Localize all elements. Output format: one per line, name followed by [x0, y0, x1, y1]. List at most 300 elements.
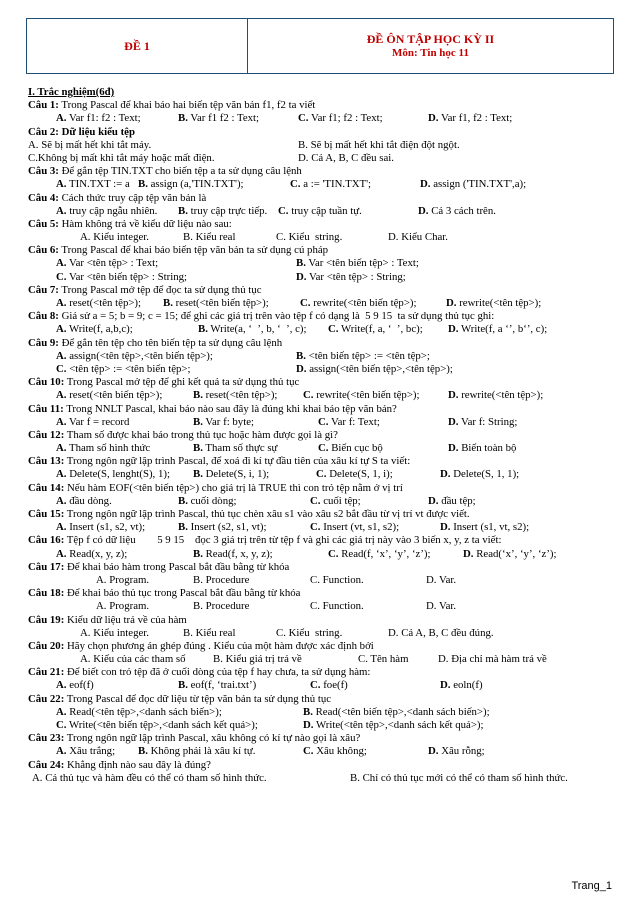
option-letter: B.: [193, 389, 203, 402]
answer-option: [193, 442, 277, 455]
answer-option: [28, 152, 215, 165]
answer-options-row: [28, 495, 624, 508]
answer-option: [163, 297, 269, 310]
option-text: Read(<tên tệp>,<danh sách biến>);: [66, 705, 222, 718]
option-text: Var.: [436, 600, 457, 613]
answer-options-row: [28, 521, 624, 534]
option-letter: B.: [178, 521, 188, 534]
option-text: Read(‘x’, ‘y’, ‘z’);: [473, 547, 557, 560]
option-letter: A.: [56, 745, 67, 758]
option-text: TIN.TXT := a: [66, 178, 130, 191]
answer-option: [56, 389, 162, 402]
option-letter: C.: [276, 626, 286, 639]
question-number: Câu 11:: [28, 402, 64, 415]
option-text: Cả 3 cách trên.: [428, 204, 496, 217]
option-letter: A.: [56, 297, 67, 309]
option-letter: A.: [56, 415, 67, 428]
question-text: Để gắn tên tệp cho tên biến tệp ta sử dụng câu lệnh: [58, 336, 283, 349]
answer-option: [448, 442, 516, 455]
answer-options-row: [28, 323, 624, 336]
option-letter: C.: [328, 323, 339, 336]
option-text: Var f: byte;: [202, 415, 254, 428]
option-letter: D.: [446, 297, 457, 309]
answer-options-row: [28, 178, 624, 191]
answer-options-row: [28, 706, 624, 719]
option-letter: B.: [198, 323, 208, 336]
option-text: Read(f, ‘x’, ‘y’, ‘z’);: [338, 547, 431, 560]
answer-option: [358, 653, 408, 666]
answer-options-row: [28, 574, 624, 587]
answer-option: [428, 745, 485, 758]
option-letter: A.: [56, 323, 67, 336]
answer-option: [193, 468, 269, 481]
option-letter: D.: [428, 112, 439, 125]
answer-option: [310, 574, 364, 587]
question-number: Câu 8:: [28, 310, 59, 323]
question-number: Câu 24:: [28, 758, 65, 771]
option-text: assign ('TIN.TXT',a);: [430, 178, 527, 191]
option-letter: D.: [418, 204, 429, 217]
answer-option: [328, 548, 431, 561]
answer-options-row: [28, 205, 624, 218]
question-number: Câu 17:: [28, 560, 65, 573]
option-text: Kiểu string.: [285, 626, 343, 639]
answer-option: [138, 745, 255, 758]
answer-option: [28, 139, 151, 152]
option-letter: B.: [350, 771, 360, 784]
question-stem: [28, 666, 624, 679]
exam-code: ĐỀ 1: [124, 38, 150, 53]
question-text: Dữ liệu kiểu tệp: [58, 125, 135, 138]
option-letter: B.: [303, 705, 313, 718]
option-text: Program.: [106, 600, 150, 613]
question-text: Trong ngôn ngữ lập trình Pascal, thủ tục chèn xâu s1 vào xâu s2 bắt đầu từ vị trí vt được viết.: [64, 508, 470, 520]
option-text: đầu dòng.: [66, 494, 112, 507]
answer-options-row: [28, 442, 624, 455]
option-text: assign (a,'TIN.TXT');: [147, 178, 244, 191]
option-text: Var f1, f2 : Text;: [438, 112, 513, 125]
answer-option: [56, 178, 130, 191]
option-letter: D.: [298, 151, 309, 164]
option-text: Var f = record: [66, 415, 130, 428]
answer-options-row: [28, 112, 624, 125]
option-text: eoln(f): [450, 679, 483, 692]
question-stem: [28, 561, 624, 574]
answer-option: [193, 600, 249, 613]
option-letter: A.: [56, 547, 67, 560]
option-letter: D.: [426, 600, 437, 613]
answer-option: [183, 231, 235, 244]
option-text: Write(a, ‘ ’, b, ‘ ’, c);: [207, 323, 307, 336]
option-letter: B.: [183, 626, 193, 639]
exam-subject: Môn: Tin học 11: [392, 47, 469, 59]
option-text: foe(f): [320, 679, 348, 692]
option-letter: C.: [56, 719, 67, 731]
question-number: Câu 2:: [28, 125, 59, 138]
option-text: cuối dòng;: [187, 494, 237, 507]
option-letter: C.: [303, 745, 314, 758]
answer-option: [448, 389, 543, 402]
answer-option: [328, 323, 423, 336]
answer-option: [178, 521, 266, 534]
answer-option: [80, 653, 186, 666]
question-stem: [28, 192, 624, 205]
answer-option: [96, 600, 149, 613]
answer-option: [178, 679, 256, 692]
option-letter: C.: [56, 362, 67, 375]
answer-option: [440, 521, 529, 534]
option-letter: B.: [298, 138, 308, 151]
answer-option: [290, 178, 371, 191]
answer-options-row: [28, 679, 624, 692]
option-letter: C.: [278, 204, 289, 217]
option-text: Insert (vt, s1, s2);: [320, 521, 400, 534]
option-letter: B.: [213, 653, 223, 666]
option-text: Sẽ bị mất hết khi tắt điện đột ngột.: [307, 138, 460, 151]
answer-options-row: [28, 139, 624, 152]
answer-options-row: [28, 719, 624, 732]
question-text: Trong Pascal mở tệp để ghi kết quả ta sử dụng thủ tục: [64, 376, 300, 389]
question-text: Cách thức truy cập tệp văn bản là: [58, 191, 207, 204]
answer-options-row: [28, 772, 624, 785]
question-text: Trong ngôn ngữ lập trình Pascal, để xoá đi kí tự đầu tiên của xâu kí tự S ta viết:: [64, 455, 411, 468]
question-stem: [28, 376, 624, 389]
option-text: rewrite(<tên biến tệp>);: [310, 297, 417, 309]
answer-option: [296, 350, 430, 363]
option-text: Write(f, a,b,c);: [66, 323, 133, 336]
option-letter: B.: [193, 547, 203, 560]
option-text: Tên hàm: [367, 653, 409, 666]
option-letter: A.: [80, 231, 91, 244]
question-number: Câu 5:: [28, 217, 59, 230]
option-letter: A.: [56, 178, 67, 191]
option-letter: D.: [420, 178, 431, 191]
answer-option: [296, 271, 406, 284]
answer-option: [440, 468, 519, 481]
question-number: Câu 9:: [28, 336, 59, 349]
answer-option: [303, 719, 484, 732]
answer-option: [316, 468, 393, 481]
option-text: truy cập tuần tự.: [288, 204, 362, 217]
option-letter: B.: [138, 178, 148, 191]
option-text: Tham số hình thức: [66, 442, 151, 455]
answer-option: [193, 389, 277, 402]
question-number: Câu 23:: [28, 732, 65, 745]
option-text: rewrite(<tên biến tệp>);: [313, 389, 420, 402]
answer-option: [56, 350, 213, 363]
option-text: Cả A, B, C đều đúng.: [398, 626, 494, 639]
answer-option: [298, 112, 383, 125]
exam-body: [28, 86, 624, 785]
answer-option: [193, 416, 254, 429]
option-letter: B.: [193, 442, 203, 455]
option-text: Kiểu Char.: [398, 231, 448, 244]
answer-option: [298, 152, 394, 165]
answer-option: [56, 468, 170, 481]
option-letter: C.: [28, 151, 38, 164]
option-letter: D.: [438, 653, 449, 666]
option-letter: A.: [56, 494, 67, 507]
question-stem: [28, 759, 624, 772]
question-number: Câu 1:: [28, 99, 59, 112]
question-text: Hãy chọn phương án ghép đúng . Kiểu của một hàm được xác định bởi: [64, 639, 374, 652]
option-letter: D.: [426, 573, 437, 586]
option-letter: A.: [96, 573, 107, 586]
option-letter: C.: [276, 231, 286, 244]
answer-option: [428, 495, 476, 508]
option-letter: C.: [303, 389, 314, 402]
option-text: rewrite(<tên tệp>);: [458, 389, 544, 402]
option-letter: A.: [56, 204, 67, 217]
answer-option: [318, 416, 380, 429]
answer-options-row: [28, 468, 624, 481]
option-text: Không phải là xâu kí tự.: [147, 745, 256, 758]
question-text: Để khai báo hàm trong Pascal bắt đầu bằng từ khóa: [64, 560, 290, 573]
question-number: Câu 14:: [28, 481, 65, 494]
answer-option: [446, 297, 541, 310]
option-letter: C.: [318, 442, 329, 455]
option-text: Var f1; f2 : Text;: [308, 112, 383, 125]
question-stem: [28, 244, 624, 257]
option-text: Delete(S, i, 1);: [202, 468, 270, 481]
option-text: <tên tệp> := <tên biến tệp>;: [66, 362, 191, 375]
option-text: reset(<tên biến tệp>);: [172, 297, 269, 309]
option-letter: B.: [163, 297, 173, 309]
option-text: Function.: [319, 573, 364, 586]
answer-options-row: [28, 548, 624, 561]
exam-code-cell: [27, 19, 248, 73]
option-letter: B.: [178, 204, 188, 217]
question-number: Câu 19:: [28, 613, 65, 626]
question-text: Trong Pascal để khai báo biến tệp văn bản ta sử dụng cú pháp: [58, 244, 329, 257]
option-letter: D.: [296, 270, 307, 283]
option-letter: D.: [428, 494, 439, 507]
option-letter: B.: [178, 679, 188, 692]
page-number: Trang_1: [571, 880, 612, 892]
option-text: Kiểu của các tham số: [90, 653, 186, 666]
question-stem: [28, 403, 624, 416]
option-text: truy cập trực tiếp.: [187, 204, 268, 217]
option-text: Kiểu real: [192, 231, 236, 244]
answer-option: [298, 139, 460, 152]
answer-option: [448, 416, 517, 429]
option-letter: C.: [298, 112, 309, 125]
question-stem: [28, 508, 624, 521]
option-letter: D.: [448, 389, 459, 402]
question-text: Trong Pascal để đọc dữ liệu từ tệp văn bản ta sử dụng thủ tục: [64, 692, 332, 705]
option-text: Var <tên tệp> : String;: [306, 270, 406, 283]
question-text: Trong NNLT Pascal, khai báo nào sau đây là đúng khi khai báo tệp văn bản?: [63, 402, 397, 415]
answer-option: [296, 363, 453, 376]
answer-option: [56, 257, 158, 270]
option-letter: A.: [32, 771, 43, 784]
option-letter: A.: [56, 521, 67, 534]
option-letter: D.: [463, 547, 474, 560]
exam-title: ĐỀ ÔN TẬP HỌC KỲ II: [366, 32, 495, 46]
answer-option: [198, 323, 307, 336]
option-text: Delete(S, 1, i);: [326, 468, 393, 481]
question-stem: [28, 455, 624, 468]
question-stem: [28, 732, 624, 745]
answer-option: [56, 495, 112, 508]
question-text: Kiểu dữ liệu trả về của hàm: [64, 613, 187, 626]
question-text: Tham số được khai báo trong thủ tục hoặc hàm được gọi là gì?: [64, 428, 338, 441]
option-text: Delete(S, 1, 1);: [450, 468, 520, 481]
option-letter: D.: [296, 362, 307, 375]
answer-option: [310, 679, 348, 692]
answer-options-row: [28, 350, 624, 363]
question-number: Câu 15:: [28, 508, 65, 520]
answer-option: [56, 745, 115, 758]
answer-option: [56, 297, 141, 310]
option-letter: B.: [193, 573, 203, 586]
answer-option: [296, 257, 419, 270]
question-stem: [28, 693, 624, 706]
answer-option: [418, 205, 496, 218]
option-text: Cả A, B, C đều sai.: [308, 151, 394, 164]
option-letter: D.: [428, 745, 439, 758]
answer-options-row: [28, 627, 624, 640]
question-number: Câu 4:: [28, 191, 59, 204]
option-letter: B.: [193, 415, 203, 428]
option-text: Biến toàn bộ: [458, 442, 517, 455]
question-number: Câu 21:: [28, 666, 65, 679]
answer-option: [56, 442, 150, 455]
answer-option: [310, 495, 361, 508]
answer-option: [96, 574, 149, 587]
option-letter: A.: [56, 468, 67, 481]
option-text: Xâu rỗng;: [438, 745, 485, 758]
option-letter: C.: [310, 521, 321, 534]
option-text: cuối tệp;: [320, 494, 361, 507]
option-text: Var <tên tệp> : Text;: [66, 257, 159, 270]
question-number: Câu 16:: [28, 534, 65, 547]
option-letter: D.: [448, 442, 459, 455]
option-letter: C.: [310, 679, 321, 692]
option-text: truy cập ngẫu nhiên.: [66, 204, 158, 217]
option-text: Kiểu string.: [285, 231, 343, 244]
answer-option: [448, 323, 547, 336]
option-letter: A.: [56, 442, 67, 455]
option-letter: C.: [300, 297, 311, 309]
option-letter: B.: [138, 745, 148, 758]
option-letter: A.: [80, 653, 91, 666]
option-letter: B.: [178, 494, 188, 507]
option-text: đầu tệp;: [438, 494, 476, 507]
option-text: assign(<tên tệp>,<tên biến tệp>);: [66, 349, 213, 362]
question-stem: [28, 614, 624, 627]
answer-option: [56, 679, 94, 692]
answer-options-row: [28, 653, 624, 666]
question-text: Hàm không trả về kiểu dữ liệu nào sau:: [58, 217, 232, 230]
option-text: Địa chỉ mà hàm trả về: [448, 653, 547, 666]
question-number: Câu 13:: [28, 455, 65, 468]
option-text: Không bị mất khi tắt máy hoặc mất điện.: [37, 151, 215, 164]
answer-option: [138, 178, 244, 191]
option-text: Read(<tên biến tệp>,<danh sách biến>);: [312, 705, 490, 718]
answer-option: [310, 521, 399, 534]
option-text: Biến cục bộ: [328, 442, 383, 455]
question-text: Trong Pascal để khai báo hai biến tệp văn bản f1, f2 ta viết: [58, 99, 316, 112]
option-letter: B.: [296, 349, 306, 362]
option-text: Sẽ bị mất hết khi tắt máy.: [38, 138, 152, 151]
answer-option: [178, 205, 267, 218]
option-text: Insert (s1, vt, s2);: [450, 521, 530, 534]
option-text: Var f1: f2 : Text;: [66, 112, 141, 125]
option-letter: A.: [56, 389, 67, 402]
option-text: assign(<tên biến tệp>,<tên tệp>);: [306, 362, 453, 375]
answer-option: [303, 745, 367, 758]
answer-option: [56, 521, 145, 534]
option-text: rewrite(<tên tệp>);: [456, 297, 542, 309]
option-text: Tham số thực sự: [202, 442, 278, 455]
option-letter: D.: [440, 521, 451, 534]
answer-options-row: [28, 152, 624, 165]
question-number: Câu 20:: [28, 639, 65, 652]
answer-option: [303, 389, 420, 402]
answer-option: [56, 548, 127, 561]
answer-option: [428, 112, 512, 125]
answer-option: [426, 600, 456, 613]
question-stem: [28, 337, 624, 350]
option-text: eof(f): [66, 679, 94, 692]
option-letter: A.: [96, 600, 107, 613]
answer-option: [32, 772, 267, 785]
option-letter: C.: [328, 547, 339, 560]
option-text: Kiểu real: [192, 626, 236, 639]
question-number: Câu 3:: [28, 165, 59, 178]
answer-option: [56, 719, 258, 732]
option-text: reset(<tên biến tệp>);: [66, 389, 163, 402]
option-letter: B.: [183, 231, 193, 244]
answer-options-row: [28, 389, 624, 402]
option-text: Read(f, x, y, z);: [202, 547, 273, 560]
answer-option: [183, 627, 235, 640]
answer-option: [80, 627, 149, 640]
option-letter: A.: [56, 349, 67, 362]
option-letter: A.: [56, 257, 67, 270]
option-letter: B.: [178, 112, 188, 125]
option-text: Xâu không;: [313, 745, 367, 758]
answer-option: [56, 112, 141, 125]
option-text: Var <tên biến tệp> : Text;: [305, 257, 419, 270]
option-letter: D.: [303, 719, 314, 731]
question-stem: [28, 310, 624, 323]
question-stem: [28, 126, 624, 139]
answer-option: [318, 442, 383, 455]
answer-option: [438, 653, 547, 666]
question-text: Để khai báo thủ tục trong Pascal bắt đầu bằng từ khóa: [64, 587, 301, 600]
option-letter: C.: [310, 494, 321, 507]
answer-option: [56, 271, 187, 284]
question-number: Câu 22:: [28, 692, 65, 705]
question-text: Nếu hàm EOF(<tên biến tệp>) cho giá trị là TRUE thì con trỏ tệp nằm ở vị trí: [64, 481, 403, 494]
option-text: Xâu trắng;: [66, 745, 116, 758]
answer-option: [310, 600, 364, 613]
option-text: Function.: [319, 600, 364, 613]
option-letter: D.: [448, 415, 459, 428]
answer-options-row: [28, 600, 624, 613]
section-heading: I. Trắc nghiệm(6đ): [28, 86, 115, 98]
option-letter: C.: [310, 573, 320, 586]
question-number: Câu 10:: [28, 376, 65, 389]
option-text: Kiểu giá trị trả về: [222, 653, 302, 666]
question-stem: [28, 165, 624, 178]
option-letter: A.: [56, 679, 67, 692]
answer-option: [56, 323, 133, 336]
answer-option: [193, 574, 249, 587]
option-text: Var f: Text;: [328, 415, 380, 428]
